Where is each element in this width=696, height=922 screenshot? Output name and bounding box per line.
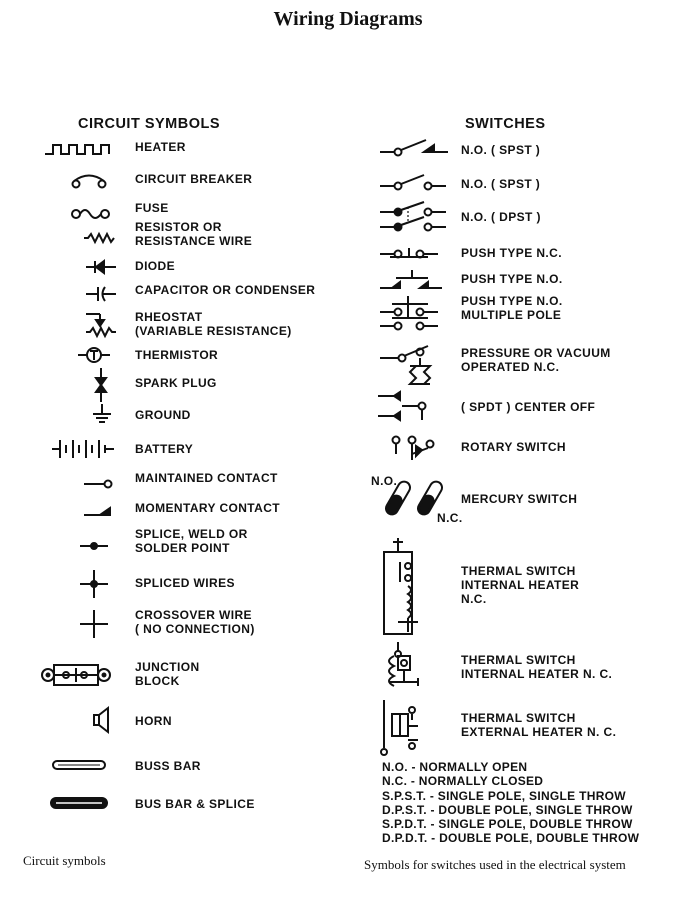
legend-line: D.P.S.T. - DOUBLE POLE, SINGLE THROW xyxy=(382,802,633,817)
spst-no-momentary-icon xyxy=(380,138,452,158)
thermal-switch-2-icon xyxy=(378,642,438,690)
label-push-multipole: PUSH TYPE N.O. MULTIPLE POLE xyxy=(461,294,563,322)
switches-heading: SWITCHES xyxy=(465,116,546,132)
label-horn: HORN xyxy=(135,714,172,728)
label-rheostat: RHEOSTAT (VARIABLE RESISTANCE) xyxy=(135,310,292,338)
legend-line: S.P.D.T. - SINGLE POLE, DOUBLE THROW xyxy=(382,817,633,832)
circuit-breaker-icon xyxy=(70,172,110,190)
label-mercury-switch: MERCURY SWITCH xyxy=(461,492,578,506)
label-mercury-nc: N.C. xyxy=(437,511,463,525)
label-spst-no-momentary: N.O. ( SPST ) xyxy=(461,143,541,157)
label-crossover: CROSSOVER WIRE ( NO CONNECTION) xyxy=(135,608,255,636)
label-spst-no: N.O. ( SPST ) xyxy=(461,177,541,191)
circuit-caption: Circuit symbols xyxy=(23,853,106,868)
label-battery: BATTERY xyxy=(135,442,194,456)
label-mercury-no: N.O. xyxy=(371,474,398,488)
label-push-no: PUSH TYPE N.O. xyxy=(461,272,563,286)
splice-icon xyxy=(80,540,110,552)
buss-bar-icon xyxy=(52,758,108,772)
label-thermal-switch: THERMAL SWITCH INTERNAL HEATER N.C. xyxy=(461,564,580,606)
label-push-nc: PUSH TYPE N.C. xyxy=(461,246,562,260)
maintained-contact-icon xyxy=(84,476,114,488)
label-spliced-wires: SPLICED WIRES xyxy=(135,576,235,590)
push-no-icon xyxy=(380,270,452,292)
push-nc-icon xyxy=(380,244,452,262)
spark-plug-icon xyxy=(94,368,108,404)
junction-block-icon xyxy=(40,660,120,690)
push-multipole-icon xyxy=(380,296,452,336)
switches-caption: Symbols for switches used in the electrical system xyxy=(364,857,626,872)
spst-no-icon xyxy=(380,172,452,192)
fuse-icon xyxy=(70,204,112,222)
battery-icon xyxy=(52,438,116,460)
label-ground: GROUND xyxy=(135,408,191,422)
page-title: Wiring Diagrams xyxy=(273,8,423,30)
spliced-wires-icon xyxy=(80,570,108,598)
pressure-switch-icon xyxy=(380,344,452,390)
label-spdt-center-off: ( SPDT ) CENTER OFF xyxy=(461,400,596,414)
label-circuit-breaker: CIRCUIT BREAKER xyxy=(135,172,253,186)
label-heater: HEATER xyxy=(135,140,186,154)
label-splice: SPLICE, WELD OR SOLDER POINT xyxy=(135,527,248,555)
label-dpst-no: N.O. ( DPST ) xyxy=(461,210,541,224)
crossover-icon xyxy=(80,610,108,638)
resistor-icon xyxy=(84,232,116,244)
dpst-no-icon xyxy=(380,200,452,234)
label-resistor: RESISTOR OR RESISTANCE WIRE xyxy=(135,220,253,248)
spdt-center-off-icon xyxy=(378,390,438,422)
thermal-switch-icon xyxy=(378,538,438,638)
capacitor-icon xyxy=(86,285,118,303)
bus-bar-splice-icon xyxy=(50,795,110,811)
label-thermistor: THERMISTOR xyxy=(135,348,219,362)
label-junction-block: JUNCTION BLOCK xyxy=(135,660,200,688)
legend-line: S.P.S.T. - SINGLE POLE, SINGLE THROW xyxy=(382,788,626,803)
label-pressure-switch: PRESSURE OR VACUUM OPERATED N.C. xyxy=(461,346,611,374)
legend-line: D.P.D.T. - DOUBLE POLE, DOUBLE THROW xyxy=(382,831,640,846)
thermistor-icon xyxy=(78,346,112,364)
thermal-switch-ext-icon xyxy=(378,700,438,756)
legend-line: N.C. - NORMALLY CLOSED xyxy=(382,774,544,789)
diode-icon xyxy=(86,259,118,275)
label-maintained-contact: MAINTAINED CONTACT xyxy=(135,471,278,485)
label-fuse: FUSE xyxy=(135,201,169,215)
rheostat-icon xyxy=(84,310,118,340)
label-bus-bar-splice: BUS BAR & SPLICE xyxy=(135,797,255,811)
label-thermal-switch-2: THERMAL SWITCH INTERNAL HEATER N. C. xyxy=(461,653,613,681)
ground-icon xyxy=(92,404,112,426)
momentary-contact-icon xyxy=(84,504,114,518)
label-spark-plug: SPARK PLUG xyxy=(135,376,217,390)
label-buss-bar: BUSS BAR xyxy=(135,759,201,773)
horn-icon xyxy=(92,706,112,734)
label-thermal-switch-ext: THERMAL SWITCH EXTERNAL HEATER N. C. xyxy=(461,711,617,739)
label-diode: DIODE xyxy=(135,259,176,273)
heater-icon xyxy=(45,142,115,158)
label-capacitor: CAPACITOR OR CONDENSER xyxy=(135,283,316,297)
circuit-symbols-heading: CIRCUIT SYMBOLS xyxy=(78,116,221,132)
legend-line: N.O. - NORMALLY OPEN xyxy=(382,760,528,774)
label-momentary-contact: MOMENTARY CONTACT xyxy=(135,501,281,515)
abbreviation-legend xyxy=(382,760,639,846)
label-rotary-switch: ROTARY SWITCH xyxy=(461,440,566,454)
rotary-switch-icon xyxy=(390,434,440,466)
